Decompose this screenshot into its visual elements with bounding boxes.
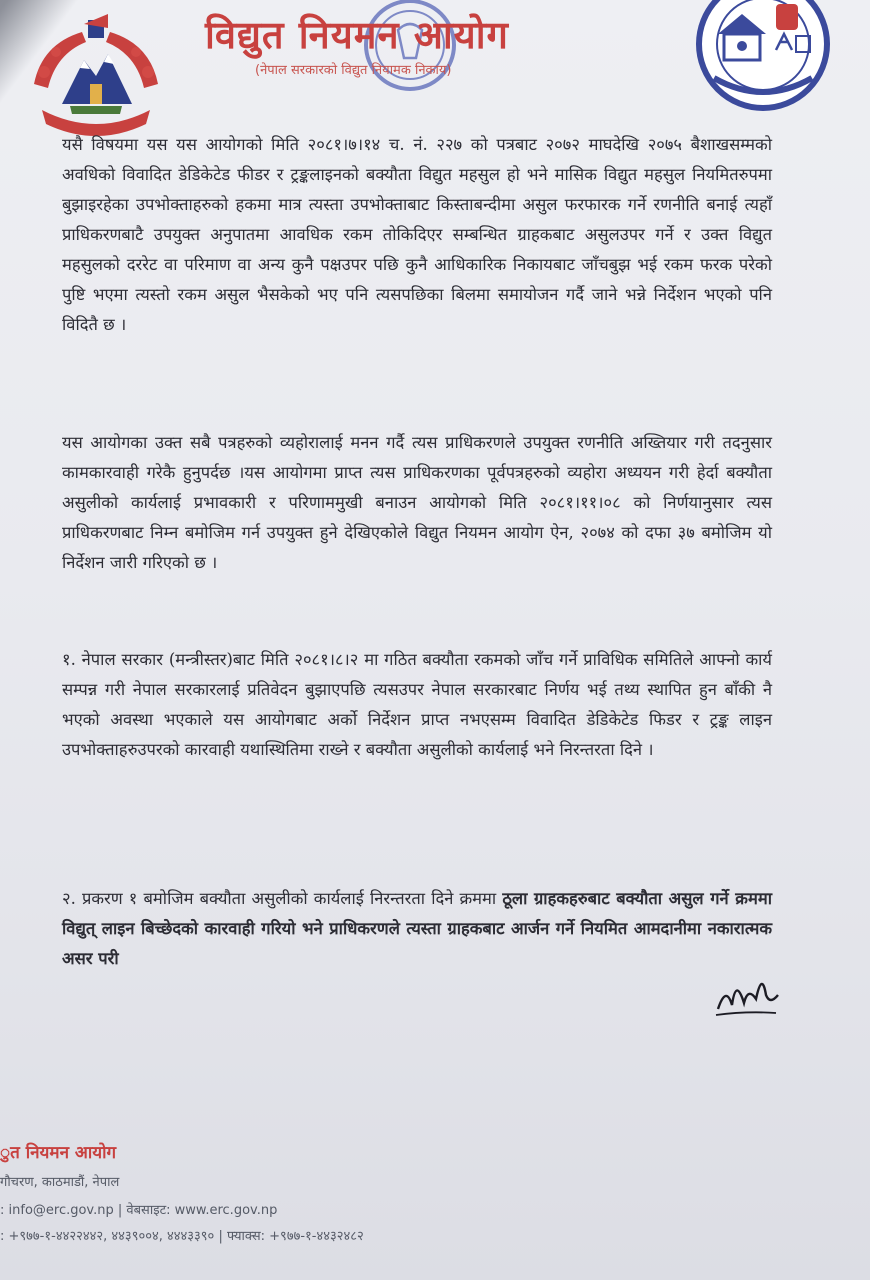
organization-title: विद्युत नियमन आयोग bbox=[205, 13, 509, 57]
paragraph-item-2-bold: ठूला ग्राहकहरुबाट बक्यौता असुल गर्ने क्रममा विद्युत् लाइन बिच्छेदको कारवाही गरियो भने प्राधिकरणले त्यस्ता ग्राहकबाट आर्जन गर्ने नियमित आमदानीमा नकारात्मक असर परी bbox=[62, 889, 772, 968]
footer-address: गौचरण, काठमाडौं, नेपाल bbox=[0, 1175, 120, 1190]
handwritten-signature bbox=[712, 965, 782, 1020]
footer-contact: : info@erc.gov.np | वेबसाइट: www.erc.gov.np bbox=[0, 1203, 278, 1218]
footer-organization-name: ुत नियमन आयोग bbox=[0, 1143, 117, 1163]
paragraph-item-2-lead: २. प्रकरण १ बमोजिम बक्यौता असुलीको कार्यलाई निरन्तरता दिने क्रममा bbox=[62, 889, 503, 908]
organization-subtitle: (नेपाल सरकारको विद्युत नियामक निकाय) bbox=[255, 63, 452, 78]
paragraph-intro-reference: यसै विषयमा यस यस आयोगको मिति २०८१।७।१४ च. नं. २२७ को पत्रबाट २०७२ माघदेखि २०७५ बैशाखसम्मको अवधिको विवादित डेडिकेटेड फीडर र ट्रङ्कलाइनको बक्यौता विद्युत महसुल हो भने मासिक विद्युत महसुल नियमितरुपमा बुझाइरहेका उपभोक्ताहरुको हकमा मात्र त्यस्ता उपभोक्ताबाट किस्ताबन्दीमा असुल फरफारक गर्ने रणनीति बनाई त्यहाँ प्राधिकरणबाटै उपयुक्त अनुपातमा आवधिक रकम तोकिदिएर सम्बन्धित ग्राहकबाट असुलउपर गर्ने र उक्त विद्युत महसुलको दररेट वा परिमाण वा अन्य कुनै पक्षउपर पछि कुनै आधिकारिक निकायबाट जाँचबुझ भई रकम फरक परेको पुष्टि भएमा त्यस्तो रकम असुल भैसकेको भए पनि त्यसपछिका बिलमा समायोजन गर्दै जाने भन्ने निर्देशन भएको पनि विदितै छ । bbox=[62, 135, 772, 334]
footer-phones: : +९७७-१-४४२२४४२, ४४३९००४, ४४४३३९० | फ्याक्स: +९७७-१-४४३२४८२ bbox=[0, 1229, 364, 1244]
nepal-emblem-icon bbox=[22, 14, 170, 142]
paragraph-item-1: १. नेपाल सरकार (मन्त्रीस्तर)बाट मिति २०८१।८।२ मा गठित बक्यौता रकमको जाँच गर्ने प्राविधिक समितिले आफ्नो कार्य सम्पन्न गरी नेपाल सरकारलाई प्रतिवेदन बुझाएपछि त्यसउपर नेपाल सरकारबाट निर्णय भई तथ्य स्थापित हुन बाँकी नै भएको अवस्था भएकाले यस आयोगबाट अर्को निर्देशन प्राप्त नभएसम्म विवादित डेडिकेटेड फिडर र ट्रङ्क लाइन उपभोक्ताहरुउपरको कारवाही यथास्थितिमा राख्ने र बक्यौता असुलीको कार्यलाई भने निरन्तरता दिने । bbox=[62, 650, 772, 759]
paragraph-directive: यस आयोगका उक्त सबै पत्रहरुको व्यहोरालाई मनन गर्दै त्यस प्राधिकरणले उपयुक्त रणनीति अख्तियार गरी तदनुसार कामकारवाही गरेकै हुनुपर्दछ ।यस आयोगमा प्राप्त त्यस प्राधिकरणका पूर्वपत्रहरुको व्यहोरा अध्ययन गरी हेर्दा बक्यौता असुलीको कार्यलाई प्रभावकारी र परिणाममुखी बनाउन आयोगको मिति २०८१।११।०८ को निर्णयानुसार त्यस प्राधिकरणबाट निम्न बमोजिम गर्न उपयुक्त हुने देखिएकोले विद्युत नियमन आयोग ऐन, २०७४ को दफा ३७ बमोजिम यो निर्देशन जारी गरिएको छ । bbox=[62, 433, 772, 572]
paragraph-item-2 bbox=[62, 884, 772, 974]
erc-seal-icon bbox=[684, 0, 842, 112]
